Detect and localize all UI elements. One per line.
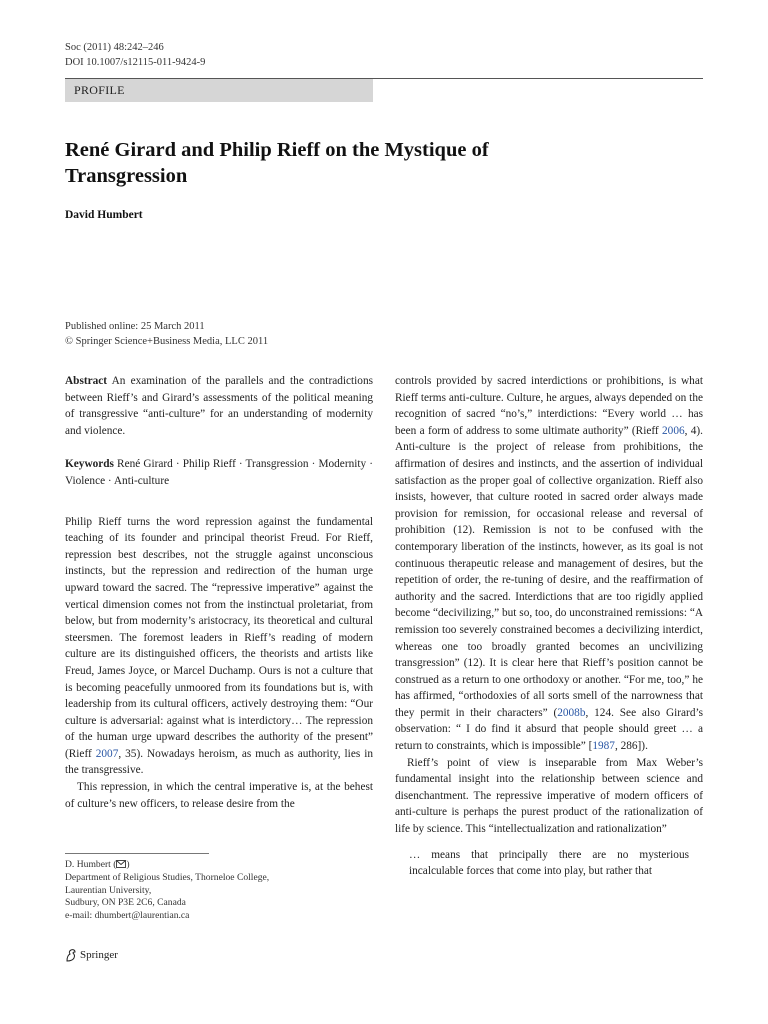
abstract-label: Abstract [65, 375, 108, 387]
keywords-label: Keywords [65, 458, 114, 471]
author-affiliation [65, 859, 269, 923]
author-name: David Humbert [65, 209, 143, 221]
abstract [65, 373, 373, 439]
keywords [65, 456, 373, 489]
citation-link[interactable]: 2007 [95, 747, 119, 760]
journal-citation: Soc (2011) 48:242–246 [65, 42, 164, 53]
body-paragraph: This repression, in which the central imperative is, at the behest of culture’s new officers, to release desire from the [65, 781, 373, 810]
copyright: © Springer Science+Business Media, LLC 2011 [65, 335, 269, 347]
citation-link[interactable]: 1987 [592, 740, 615, 753]
left-column [65, 373, 373, 812]
body-paragraph: Philip Rieff turns the word repression against the fundamental teaching of its founder and principal theorist Freud. For Rieff, repression best describes, not the struggle against unconscious instincts, but the repression and redirection of the human urge upward toward the sacred. The “repressive imperative” against the vertical dimension comes not from the instinctual proletariat, from below, but from modernity’s aristocracy, its theoretical and cultural steersmen. The foremost leaders in Rieff’s reading of modern culture are its distinguished officers, the theorists and artists like Freud, James Joyce, or Marcel Duchamp. Ours is not a culture that is becoming peacefully unmoored from its foundations but is, with leadership from its cultural officers, actively destroying them: “Our culture is adversarial: against what is interdictory… The repression of the human urge upward describes the authority of the present” (Rieff 2007, 35). Nowadays heroism, as much as authority, lies in the transgressive. [65, 515, 373, 777]
affiliation-line: Department of Religious Studies, Thorneloe College, [65, 871, 270, 883]
doi: DOI 10.1007/s12115-011-9424-9 [65, 57, 206, 68]
publication-info [65, 320, 268, 349]
publisher-logo [65, 948, 118, 962]
body-paragraph: controls provided by sacred interdictions or prohibitions, is what Rieff terms anti-culture. Culture, he argues, always depended on the recognition of sacred “no’s,” interdictions: “Every world … has been a form of address to some ultimate authority” (Rieff 2006, 4). Anti-culture is the project of release from prohibitions, the affirmation of desires and instincts, and the assertion of individual satisfaction as the proper goal of collective organization. Rieff also insists, however, that culture rooted in sacred order always made provision for remission, for occasional release and reversal of prohibition (12). Remission is not to be confused with the contemporary liberation of the instincts, however, as its goal is not continuous therapeutic release and management of desires, but the repetition of order, the re-tuning of desire, and the reaffirmation of authority and the sacred. Interdictions that are too rigidly applied become “decivilizing,” but so, too, do unconstrained remissions: “A remission too severely constrained becomes a decivilizing interdict, whereas one too broadly granted becomes an uncivilizing transgression” (12). It is clear here that Rieff’s position cannot be construed as a return to one orthodoxy or another. “For me, too,” he has affirmed, “orthodoxies of all sorts smell of the narrowness that they permit in their characters” (2008b, 124. See also Girard’s observation: “ I do find it absurd that people should greet … a return to constraints, which is impossible” [1987, 286]). [395, 375, 703, 753]
right-column [395, 373, 703, 880]
springer-horse-icon [65, 948, 77, 962]
affiliation-line: Sudbury, ON P3E 2C6, Canada [65, 897, 186, 909]
citation-link[interactable]: 2008b [557, 706, 586, 719]
corresponding-author: D. Humbert ( ) [65, 859, 130, 870]
block-quote: … means that principally there are no mysterious incalculable forces that come into play, but rather that [409, 848, 689, 878]
citation-link[interactable]: 2006 [662, 424, 685, 437]
article-title: René Girard and Philip Rieff on the Mystique of Transgression [65, 139, 489, 187]
section-label: PROFILE [65, 79, 373, 102]
publisher-name: Springer [80, 949, 118, 961]
footnote-rule [65, 853, 209, 854]
envelope-icon [116, 860, 126, 868]
body-paragraph: Rieff’s point of view is inseparable from Max Weber’s fundamental insight into the relationship between science and disenchantment. The repressive imperative of modern officers of anti-culture is perhaps the purest product of the rationalization of life by science. This “intellectualization and rationalization” [395, 756, 703, 836]
published-date: Published online: 25 March 2011 [65, 321, 205, 332]
keywords-text: René Girard · Philip Rieff · Transgression · Modernity · Violence · Anti-culture [65, 458, 373, 487]
author-email[interactable]: e-mail: dhumbert@laurentian.ca [65, 910, 190, 922]
abstract-text: An examination of the parallels and the contradictions between Rieff’s and Girard’s assessments of the political meaning of transgressive “anti-culture” for an understanding of modernity and violence. [65, 375, 373, 437]
affiliation-line: Laurentian University, [65, 884, 152, 896]
